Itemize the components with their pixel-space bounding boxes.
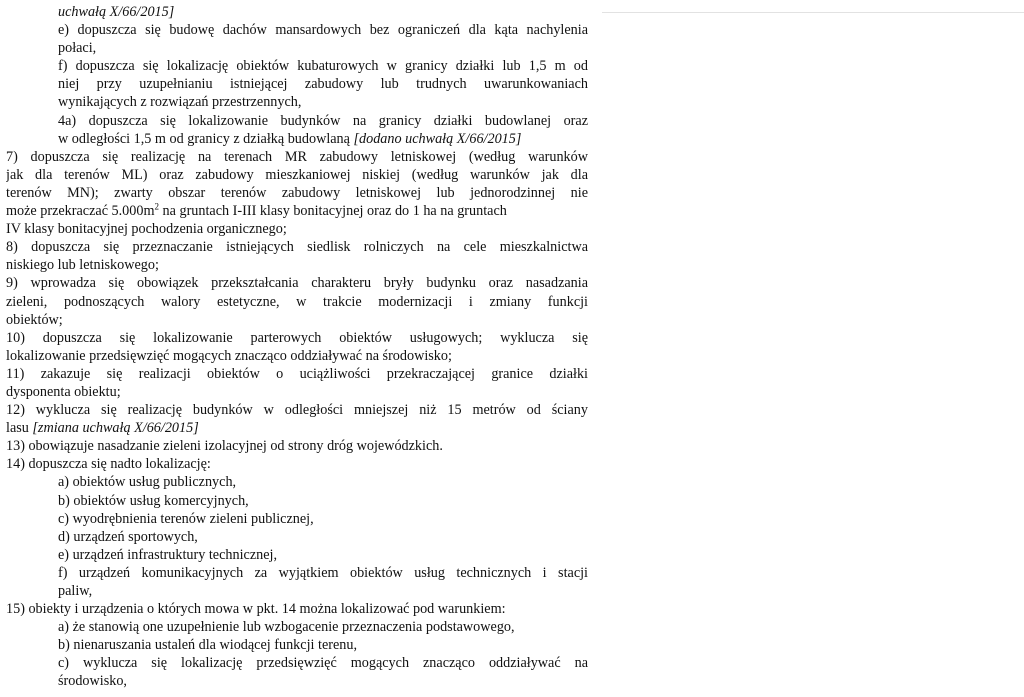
text-line-content: jak dla terenów ML) oraz zabudowy mieszkaniowej niskiej (według warunków jak dla [6,166,588,183]
text-line-content: niskiego lub letniskowego; [6,257,159,274]
text-line-content: b) nienaruszania ustaleń dla wiodącej funkcji terenu, [58,637,357,654]
text-line-content: połaci, [58,40,97,57]
text-line-content: IV klasy bonitacyjnej pochodzenia organicznego; [6,221,287,238]
text-line [6,365,588,383]
text-line [6,636,588,654]
text-line-content: terenów MN); zwarty obszar terenów zabudowy letniskowej lub jednorodzinnej nie [6,184,588,201]
text-line [6,437,588,455]
text-line [6,654,588,672]
text-line [6,329,588,347]
text-line [6,401,588,419]
text-line-content: 7) dopuszcza się realizację na terenach MR zabudowy letniskowej (według warunków [6,148,588,165]
text-line [6,130,588,148]
text-line-content: środowisko, [58,673,127,690]
text-line-content: e) dopuszcza się budowę dachów mansardowych bez ograniczeń dla kąta nachylenia [58,22,588,39]
text-line [6,347,588,365]
text-line-content: 10) dopuszcza się lokalizowanie parterowych obiektów usługowych; wyklucza się [6,329,588,346]
text-line [6,582,588,600]
text-line-content: c) wyodrębnienia terenów zieleni publicznej, [58,510,314,527]
text-line-content: niej przy uzupełnianiu istniejącej zabudowy lub trudnych uwarunkowaniach [58,76,588,93]
text-line-content: może przekraczać 5.000m [6,203,155,220]
text-line [6,39,588,57]
text-line-content: 15) obiekty i urządzenia o których mowa w pkt. 14 można lokalizować pod warunkiem: [6,601,506,618]
text-line-content: obiektów; [6,311,63,328]
text-line-content: 11) zakazuje się realizacji obiektów o uciążliwości przekraczającej granice działki [6,365,588,382]
text-line [6,293,588,311]
text-line-content: e) urządzeń infrastruktury technicznej, [58,546,278,563]
text-line [6,93,588,111]
text-line [6,383,588,401]
text-line-content: 12) wyklucza się realizację budynków w odległości mniejszej niż 15 metrów od ściany [6,402,588,419]
text-line-content: 14) dopuszcza się nadto lokalizację: [6,456,211,473]
text-line [6,3,588,21]
text-line-content: a) że stanowią one uzupełnienie lub wzbogacenie przeznaczenia podstawowego, [58,619,515,636]
amendment-note: [zmiana uchwałą X/66/2015] [32,420,199,437]
text-line [6,112,588,130]
text-line-content: a) obiektów usług publicznych, [58,474,237,491]
text-line [6,202,588,220]
text-line [6,238,588,256]
text-line [6,455,588,473]
text-line [6,256,588,274]
text-line [6,21,588,39]
text-line-content: uchwałą X/66/2015] [58,4,175,20]
text-line [6,600,588,618]
text-line-content: 8) dopuszcza się przeznaczanie istniejących siedlisk rolniczych na cele mieszkalnictwa [6,239,588,256]
superscript: 2 [154,201,159,212]
text-line [6,311,588,329]
text-line-content: 13) obowiązuje nasadzanie zieleni izolacyjnej od strony dróg wojewódzkich. [6,438,443,455]
text-line-content: wynikających z rozwiązań przestrzennych, [58,94,302,111]
text-line [6,672,588,690]
text-line-continuation: na gruntach I-III klasy bonitacyjnej oraz do 1 ha na gruntach [159,203,507,220]
text-line-content: b) obiektów usług komercyjnych, [58,492,249,509]
text-line [6,546,588,564]
text-line-content: 9) wprowadza się obowiązek przekształcania charakteru bryły budynku oraz nasadzania [6,275,588,292]
text-line-content: lasu [6,420,33,437]
text-line [6,148,588,166]
text-line-content: lokalizowanie przedsięwzięć mogących znacząco oddziaływać na środowisko; [6,347,452,364]
text-line-content: 4a) dopuszcza się lokalizowanie budynków na granicy działki budowlanej oraz [58,112,588,129]
text-line [6,510,588,528]
text-line [6,419,588,437]
amendment-note: [dodano uchwałą X/66/2015] [353,130,522,147]
text-line-content: w odległości 1,5 m od granicy z działką budowlaną [58,130,354,147]
text-line-content: d) urządzeń sportowych, [58,528,198,545]
document-text [6,3,588,691]
text-line-content: zieleni, podnoszących walory estetyczne, w trakcie modernizacji i zmiany funkcji [6,293,588,310]
text-line-content: dysponenta obiektu; [6,383,121,400]
text-line [6,57,588,75]
text-line [6,618,588,636]
text-line [6,528,588,546]
text-line [6,166,588,184]
text-line [6,564,588,582]
text-line [6,492,588,510]
text-line [6,220,588,238]
text-line [6,473,588,491]
text-line-content: f) dopuszcza się lokalizację obiektów kubaturowych w granicy działki lub 1,5 m od [58,58,588,75]
text-line-content: c) wyklucza się lokalizację przedsięwzięć mogących znacząco oddziaływać na [58,655,588,672]
text-line-content: paliw, [58,583,93,599]
text-line [6,274,588,292]
text-line [6,75,588,93]
text-line-content: f) urządzeń komunikacyjnych za wyjątkiem obiektów usług technicznych i stacji [58,564,588,581]
text-line [6,184,588,202]
